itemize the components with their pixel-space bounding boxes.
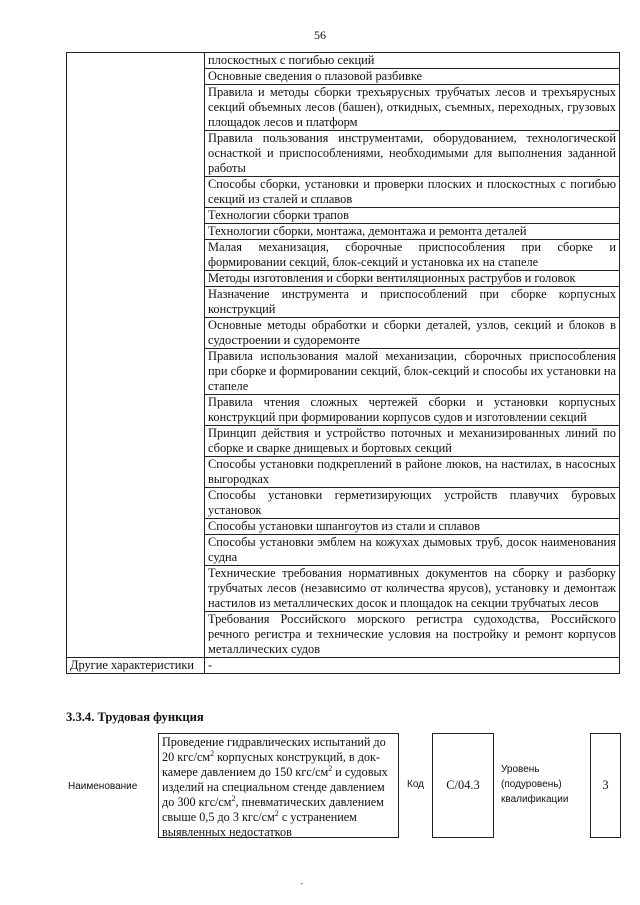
knowledge-item: Назначение инструмента и приспособлений при сборке корпусных конструкций bbox=[205, 287, 620, 318]
requirements-table bbox=[66, 52, 620, 674]
knowledge-item: Способы установки герметизирующих устройств плавучих буровых установок bbox=[205, 488, 620, 519]
name-label: Наименование bbox=[68, 781, 138, 792]
function-name-box: Проведение гидравлических испытаний до 20 кгс/$см^2$ корпусных конструкций, в док- камере давлением до 150 кгс/$см^2$ и судовых изделий на специальном стенде давлением до 300 кгс/$см^2$, пневматических давлением свыше 0,5 до 3 кгс/$см^2$ с устранением выявленных недостатков bbox=[158, 733, 399, 838]
code-value: C/04.3 bbox=[432, 733, 494, 838]
knowledge-item: Способы установки шпангоутов из стали и сплавов bbox=[205, 519, 620, 535]
knowledge-item: Способы сборки, установки и проверки плоских и плоскостных с погибью секций из сталей и сплавов bbox=[205, 177, 620, 208]
knowledge-item: Технические требования нормативных документов на сборку и разборку трубчатых лесов (независимо от количества ярусов), установку и демонтаж настилов из металлических досок и площадок на секции трубчатых лесов bbox=[205, 566, 620, 612]
knowledge-item: Методы изготовления и сборки вентиляционных раструбов и головок bbox=[205, 271, 620, 287]
section-heading: 3.3.4. Трудовая функция bbox=[66, 710, 204, 724]
footer-mark: - bbox=[300, 878, 303, 888]
other-characteristics-value: - bbox=[205, 658, 620, 674]
knowledge-item: плоскостных с погибью секций bbox=[205, 53, 620, 69]
empty-label-cell bbox=[67, 53, 205, 658]
qualification-level-value: 3 bbox=[590, 733, 621, 838]
knowledge-item: Правила пользования инструментами, оборудованием, технологической оснасткой и приспособлениями, необходимыми для выполнения заданной работы bbox=[205, 131, 620, 177]
knowledge-item: Правила и методы сборки трехъярусных трубчатых лесов и трехъярусных секций объемных лесов (башен), откидных, съемных, переходных, грузовых площадок лесов и платформ bbox=[205, 85, 620, 131]
knowledge-item: Способы установки эмблем на кожухах дымовых труб, досок наименования судна bbox=[205, 535, 620, 566]
code-label: Код bbox=[407, 779, 425, 790]
other-characteristics-label: Другие характеристики bbox=[67, 658, 205, 674]
knowledge-row bbox=[67, 53, 620, 69]
qualification-level-label: Уровень (подуровень) квалификации bbox=[501, 764, 569, 805]
knowledge-item: Малая механизация, сборочные приспособления при сборке и формировании секций, блок-секций и установка их на стапеле bbox=[205, 240, 620, 271]
knowledge-item: Технологии сборки, монтажа, демонтажа и ремонта деталей bbox=[205, 224, 620, 240]
knowledge-item: Технологии сборки трапов bbox=[205, 208, 620, 224]
knowledge-item: Основные методы обработки и сборки деталей, узлов, секций и блоков в судостроении и судоремонте bbox=[205, 318, 620, 349]
knowledge-item: Способы установки подкреплений в районе люков, на настилах, в насосных выгородках bbox=[205, 457, 620, 488]
knowledge-item: Правила использования малой механизации, сборочных приспособления при сборке и формировании секций, блок-секций и способы их установки на стапеле bbox=[205, 349, 620, 395]
other-characteristics-row bbox=[67, 658, 620, 674]
knowledge-item: Правила чтения сложных чертежей сборки и установки корпусных конструкций при формировании корпусов судов и изготовлении секций bbox=[205, 395, 620, 426]
page-number: 56 bbox=[314, 28, 326, 42]
knowledge-item: Основные сведения о плазовой разбивке bbox=[205, 69, 620, 85]
knowledge-item: Требования Российского морского регистра судоходства, Российского речного регистра и технические условия на постройку и ремонт корпусов металлических судов bbox=[205, 612, 620, 658]
knowledge-item: Принцип действия и устройство поточных и механизированных линий по сборке и сварке днищевых и бортовых секций bbox=[205, 426, 620, 457]
